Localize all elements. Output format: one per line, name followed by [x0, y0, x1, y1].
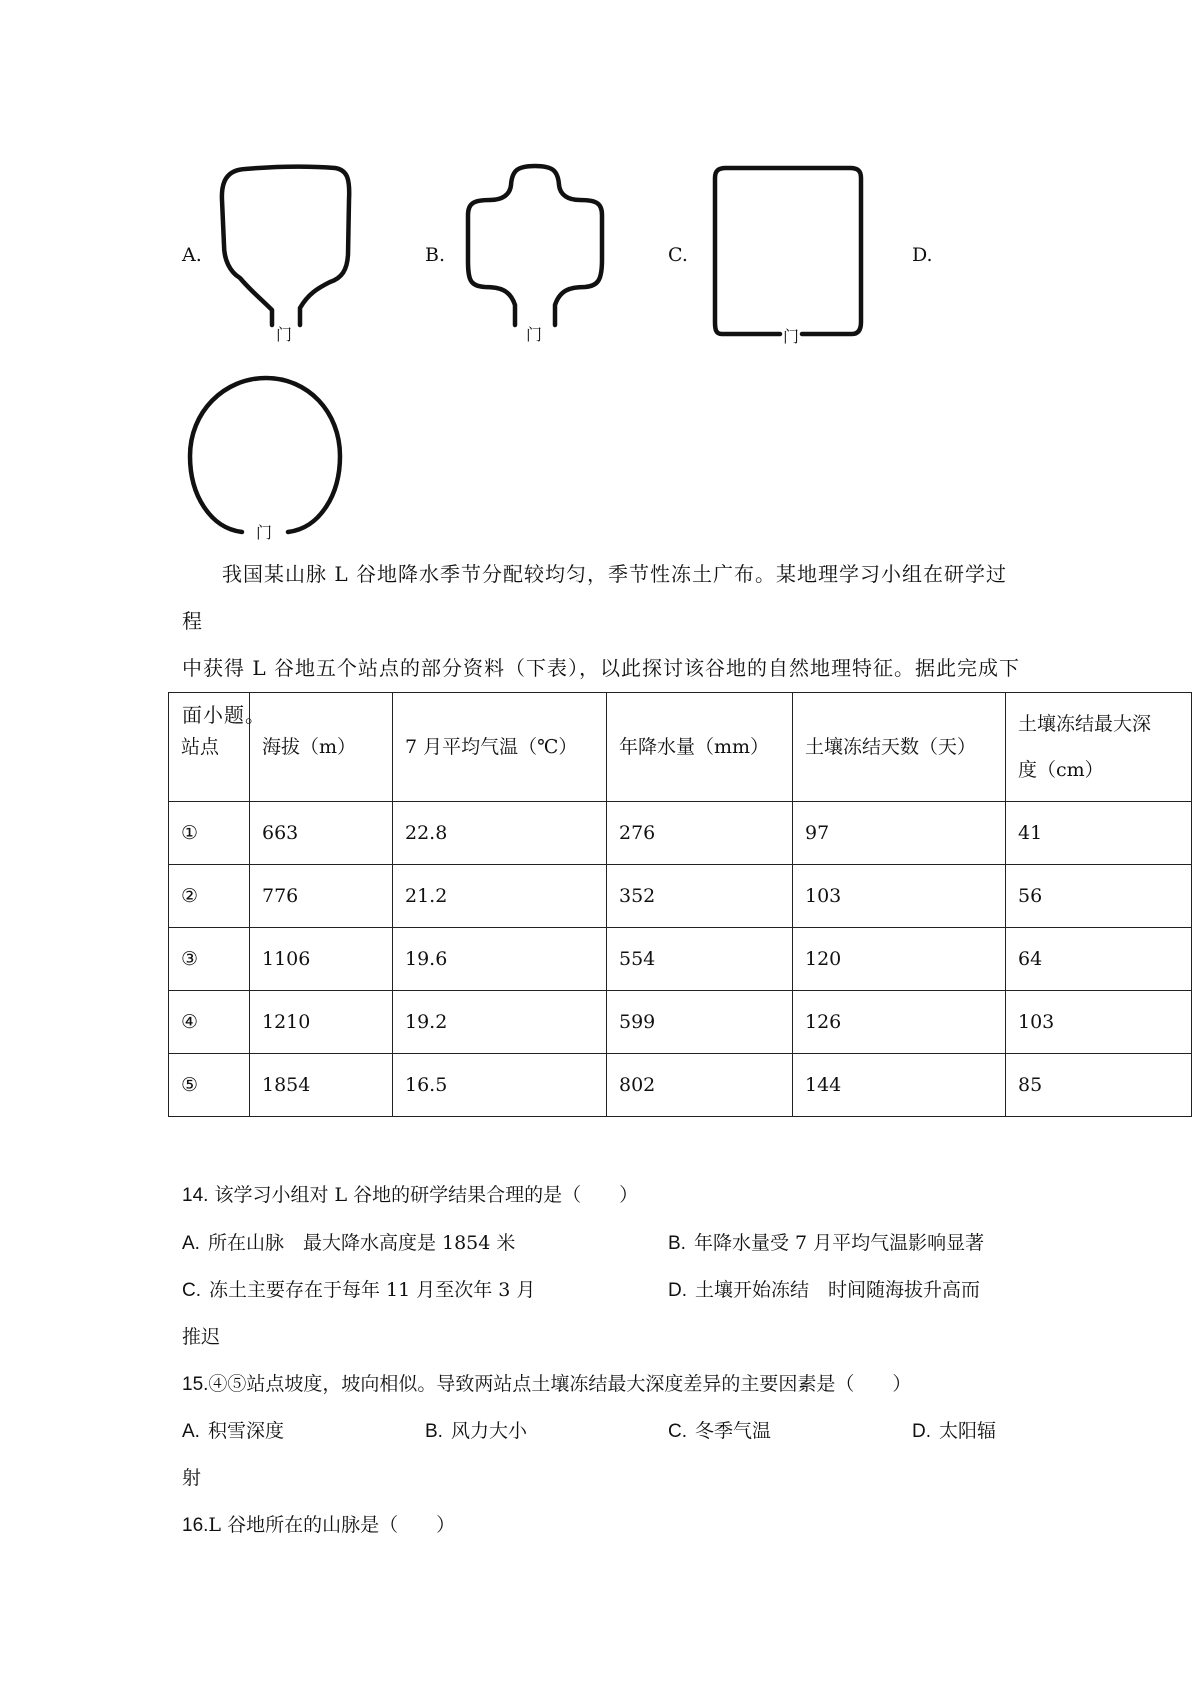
q14-option-a[interactable] — [182, 1228, 515, 1255]
question-15-number: 15. — [182, 1374, 209, 1395]
q14-option-c-label: C. — [182, 1280, 201, 1301]
table-cell: ② — [169, 865, 250, 928]
table-cell: 663 — [250, 802, 393, 865]
table-cell: 16.5 — [393, 1054, 607, 1117]
cross-shaped-enclosure-icon — [460, 160, 610, 350]
q15-option-b-text: 风力大小 — [450, 1420, 527, 1442]
table-cell: 1106 — [250, 928, 393, 991]
table-cell: 19.2 — [393, 991, 607, 1054]
circular-enclosure-icon — [186, 372, 346, 542]
question-15-stem — [182, 1369, 911, 1396]
q14-option-b[interactable] — [668, 1228, 984, 1255]
q15-option-c[interactable] — [668, 1416, 771, 1443]
q15-option-a-text: 积雪深度 — [207, 1420, 284, 1442]
table-cell: 21.2 — [393, 865, 607, 928]
q15-option-a-label: A. — [182, 1421, 200, 1442]
passage-line-2: 中获得 L 谷地五个站点的部分资料（下表），以此探讨该谷地的自然地理特征。据此完成下 — [182, 656, 1020, 680]
header-max-depth-line-1: 土壤冻结最大深 — [1018, 713, 1152, 735]
table-cell: 599 — [607, 991, 793, 1054]
table-cell: 776 — [250, 865, 393, 928]
q15-option-a[interactable] — [182, 1416, 284, 1443]
q14-option-d-continuation: 推迟 — [182, 1326, 221, 1348]
q14-option-c[interactable] — [182, 1275, 535, 1302]
q14-option-a-text: 所在山脉 最大降水高度是 1854 米 — [207, 1232, 516, 1254]
rectangular-enclosure-icon — [710, 162, 870, 352]
door-label-a: 门 — [276, 325, 293, 344]
header-max-depth — [1006, 693, 1192, 802]
header-station: 站点 — [169, 693, 250, 802]
door-label-d: 门 — [256, 523, 273, 542]
question-16-number: 16. — [182, 1515, 209, 1536]
passage-line-1: 我国某山脉 L 谷地降水季节分配较均匀，季节性冻土广布。某地理学习小组在研学过程 — [182, 562, 1007, 633]
option-a-letter: A. — [182, 244, 202, 266]
table-cell: 97 — [793, 802, 1006, 865]
q14-option-a-label: A. — [182, 1233, 200, 1254]
q14-option-d-label: D. — [668, 1280, 687, 1301]
table-cell: 19.6 — [393, 928, 607, 991]
table-cell: 56 — [1006, 865, 1192, 928]
header-precipitation: 年降水量（mm） — [607, 693, 793, 802]
question-14-number: 14. — [182, 1185, 209, 1206]
table-cell: ③ — [169, 928, 250, 991]
question-14-stem — [182, 1180, 638, 1207]
table-cell: 103 — [1006, 991, 1192, 1054]
table-cell: ⑤ — [169, 1054, 250, 1117]
fish-shaped-enclosure-icon — [210, 160, 360, 350]
q15-option-d-label: D. — [912, 1421, 931, 1442]
q15-option-d-text: 太阳辐 — [939, 1420, 997, 1442]
table-row — [169, 865, 1192, 928]
table-cell: 22.8 — [393, 802, 607, 865]
header-max-depth-line-2: 度（cm） — [1018, 759, 1104, 781]
table-cell: ④ — [169, 991, 250, 1054]
table-cell: 276 — [607, 802, 793, 865]
table-cell: 41 — [1006, 802, 1192, 865]
table-header-row — [169, 693, 1192, 802]
table-cell: 1210 — [250, 991, 393, 1054]
header-freeze-days: 土壤冻结天数（天） — [793, 693, 1006, 802]
q14-option-c-text: 冻土主要存在于每年 11 月至次年 3 月 — [209, 1279, 536, 1301]
header-july-temp: 7 月平均气温（℃） — [393, 693, 607, 802]
table-cell: 144 — [793, 1054, 1006, 1117]
q14-option-d-text: 土壤开始冻结 时间随海拔升高而 — [695, 1279, 981, 1301]
q15-option-d[interactable] — [912, 1416, 996, 1443]
q14-option-d[interactable] — [668, 1275, 980, 1302]
table-cell: 1854 — [250, 1054, 393, 1117]
table-cell: 554 — [607, 928, 793, 991]
table-cell: 802 — [607, 1054, 793, 1117]
question-16-text: L 谷地所在的山脉是（ ） — [208, 1514, 456, 1536]
passage-line-3: 面小题。 — [182, 703, 266, 727]
table-row — [169, 802, 1192, 865]
station-data-table — [168, 692, 1192, 1117]
table-cell: 64 — [1006, 928, 1192, 991]
table-row — [169, 1054, 1192, 1117]
table-cell: 103 — [793, 865, 1006, 928]
door-label-b: 门 — [526, 325, 543, 344]
table-cell: 126 — [793, 991, 1006, 1054]
q15-option-b[interactable] — [425, 1416, 527, 1443]
door-label-c: 门 — [783, 327, 800, 346]
q15-option-d-continuation: 射 — [182, 1467, 202, 1489]
question-15-text: ④⑤站点坡度，坡向相似。导致两站点土壤冻结最大深度差异的主要因素是（ ） — [208, 1373, 912, 1395]
table-cell: 120 — [793, 928, 1006, 991]
question-16-stem — [182, 1510, 455, 1537]
header-elevation: 海拔（m） — [250, 693, 393, 802]
q15-option-b-label: B. — [425, 1421, 443, 1442]
table-cell: 352 — [607, 865, 793, 928]
question-14-text: 该学习小组对 L 谷地的研学结果合理的是（ ） — [214, 1184, 639, 1206]
option-b-letter: B. — [425, 244, 446, 266]
option-d-letter: D. — [912, 244, 933, 266]
q14-option-b-text: 年降水量受 7 月平均气温影响显著 — [693, 1232, 985, 1254]
table-cell: ① — [169, 802, 250, 865]
q15-option-c-text: 冬季气温 — [695, 1420, 772, 1442]
q14-option-b-label: B. — [668, 1233, 686, 1254]
option-c-letter: C. — [668, 244, 688, 266]
table-cell: 85 — [1006, 1054, 1192, 1117]
table-row — [169, 928, 1192, 991]
table-row — [169, 991, 1192, 1054]
q15-option-c-label: C. — [668, 1421, 687, 1442]
